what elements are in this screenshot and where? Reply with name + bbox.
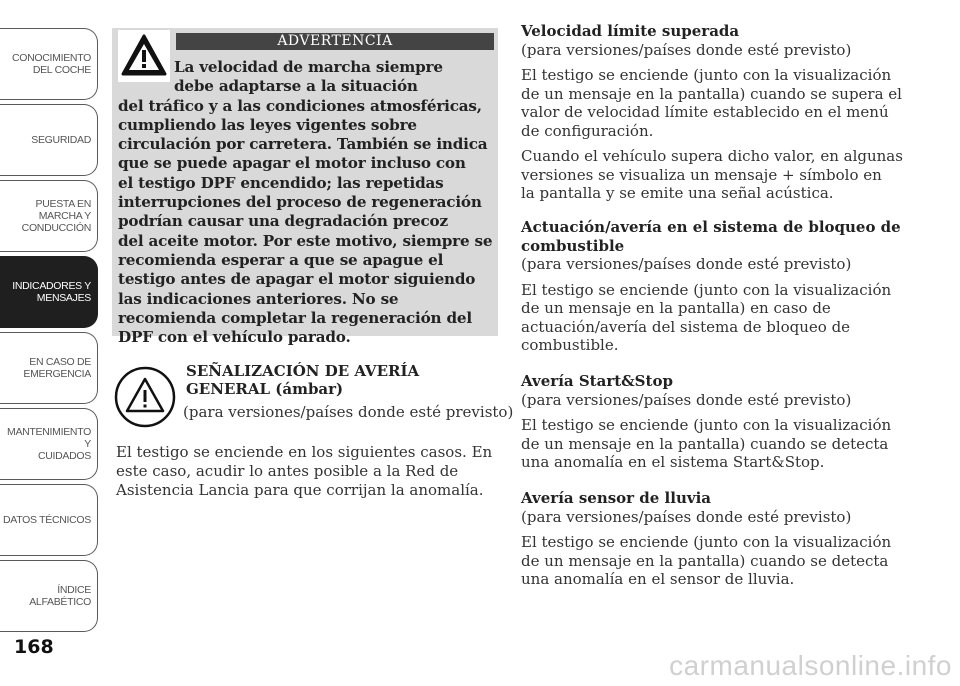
section-velocidad-limite: Velocidad límite superada (para versiones/países donde esté previsto) El testigo se enciende (junto con la visualización de un mensaje en la pantalla) cuando se supera el valor de velocidad límite establecido en el menú de configuración. Cuando el vehículo supera dicho valor, en algunas versiones se visualiza un mensaje + símbolo en la pantalla y se emite una señal acústica. [521,22,921,203]
watermark: carmanualsonline.info [669,650,952,681]
section-sensor-lluvia: Avería sensor de lluvia (para versiones/países donde esté previsto) El testigo se enciende (junto con la visualización de un mensaje en la pantalla) cuando se detecta una anomalía en el sensor de lluvia. [521,489,921,589]
general-fault-subtitle: (para versiones/países donde esté previsto) [183,403,514,421]
section-heading: Avería Start&Stop [521,372,673,390]
tab-conocimiento-del-coche[interactable]: CONOCIMIENTO DEL COCHE [0,28,98,100]
tab-mantenimiento-y-cuidados[interactable]: MANTENIMIENTO Y CUIDADOS [0,408,98,480]
tab-indice-alfabetico[interactable]: ÍNDICE ALFABÉTICO [0,560,98,632]
page-number: 168 [14,636,54,658]
tab-seguridad[interactable]: SEGURIDAD [0,104,98,176]
tab-datos-tecnicos[interactable]: DATOS TÉCNICOS [0,484,98,556]
general-fault-title: SEÑALIZACIÓN DE AVERÍA GENERAL (ámbar) [186,362,420,398]
warning-text: La velocidad de marcha siempre debe adaptarse a la situación del tráfico y a las condiciones atmosféricas, cumpliendo las leyes vigentes sobre circulación por carretera. También se indica que se puede apagar el motor incluso con el testigo DPF encendido; las repetidas interrupciones del proceso de regeneración podrían causar una degradación precoz del aceite motor. Por este motivo, siempre se recomienda esperar a que se apague el testigo antes de apagar el motor siguiendo las indicaciones anteriores. No se recomienda completar la regeneración del DPF con el vehículo parado. [118,58,493,347]
tab-puesta-en-marcha[interactable]: PUESTA EN MARCHA Y CONDUCCIÓN [0,180,98,252]
general-fault-body: El testigo se enciende en los siguientes casos. En este caso, acudir lo antes posible a la Red de Asistencia Lancia para que corrijan la anomalía. [116,443,493,499]
section-heading: Avería sensor de lluvia [521,489,711,507]
section-bloqueo-combustible: Actuación/avería en el sistema de bloqueo de combustible (para versiones/países donde esté previsto) El testigo se enciende (junto con la visualización de un mensaje en la pantalla) en caso de actuación/avería del sistema de bloqueo de combustible. [521,218,921,355]
warning-header: ADVERTENCIA [176,33,494,50]
tab-indicadores-y-mensajes[interactable]: INDICADORES Y MENSAJES [0,256,98,328]
section-start-stop: Avería Start&Stop (para versiones/países donde esté previsto) El testigo se enciende (junto con la visualización de un mensaje en la pantalla) cuando se detecta una anomalía en el sistema Start&Stop. [521,372,921,472]
section-heading-cont: combustible [521,236,625,255]
general-fault-warning-icon [114,366,176,428]
section-heading: Velocidad límite superada [521,22,740,40]
section-heading: Actuación/avería en el sistema de bloqueo de [521,218,901,236]
tab-en-caso-de-emergencia[interactable]: EN CASO DE EMERGENCIA [0,332,98,404]
